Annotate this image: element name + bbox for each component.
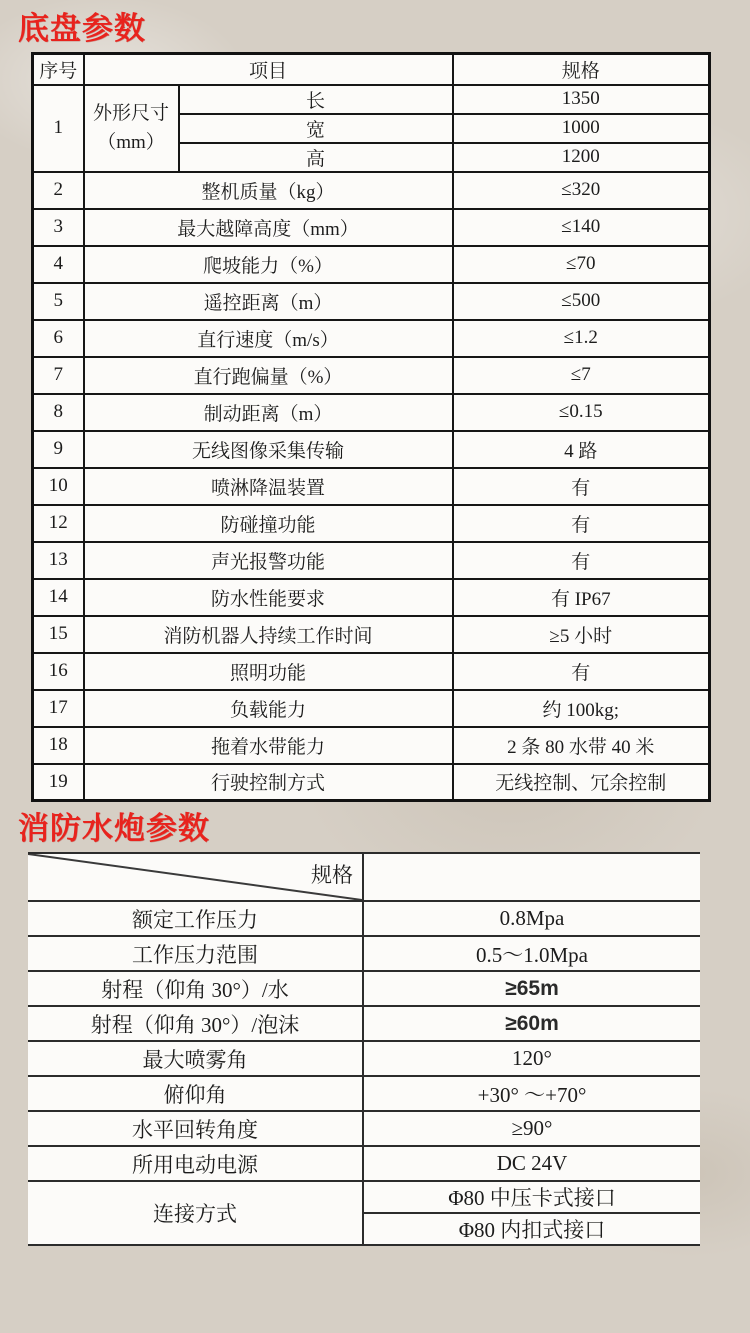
item-cell: 负载能力 bbox=[84, 690, 453, 727]
spec-cell: 有 bbox=[453, 542, 710, 579]
chassis-params-table bbox=[31, 52, 711, 802]
item-cell: 照明功能 bbox=[84, 653, 453, 690]
row-number-cell: 15 bbox=[33, 616, 84, 653]
item-cell: 射程（仰角 30°）/泡沫 bbox=[28, 1006, 363, 1041]
spec-cell: ≤320 bbox=[453, 172, 710, 209]
row-number-cell: 14 bbox=[33, 579, 84, 616]
spec-cell: ≤140 bbox=[453, 209, 710, 246]
item-cell: 制动距离（m） bbox=[84, 394, 453, 431]
row-number-cell: 7 bbox=[33, 357, 84, 394]
item-cell: 直行跑偏量（%） bbox=[84, 357, 453, 394]
table-row bbox=[28, 1146, 700, 1181]
table-row bbox=[28, 936, 700, 971]
row-number-cell: 5 bbox=[33, 283, 84, 320]
item-cell: 直行速度（m/s） bbox=[84, 320, 453, 357]
table-row bbox=[33, 85, 710, 114]
table-row bbox=[33, 579, 710, 616]
spec-cell: 有 IP67 bbox=[453, 579, 710, 616]
diagonal-header-cell bbox=[28, 853, 363, 901]
item-cell: 爬坡能力（%） bbox=[84, 246, 453, 283]
row-number-cell: 10 bbox=[33, 468, 84, 505]
table-row bbox=[33, 653, 710, 690]
item-cell: 喷淋降温装置 bbox=[84, 468, 453, 505]
spec-cell: ≤70 bbox=[453, 246, 710, 283]
table-row bbox=[33, 283, 710, 320]
spec-cell: ≥5 小时 bbox=[453, 616, 710, 653]
row-number-cell: 8 bbox=[33, 394, 84, 431]
table-row bbox=[33, 246, 710, 283]
row-number-cell: 3 bbox=[33, 209, 84, 246]
value-cell: +30° ～+70° bbox=[363, 1076, 700, 1111]
item-cell: 无线图像采集传输 bbox=[84, 431, 453, 468]
item-cell: 俯仰角 bbox=[28, 1076, 363, 1111]
spec-cell: 4 路 bbox=[453, 431, 710, 468]
item-cell: 工作压力范围 bbox=[28, 936, 363, 971]
spec-cell: 2 条 80 水带 40 米 bbox=[453, 727, 710, 764]
table-header-row bbox=[28, 853, 700, 901]
value-cell: ≥65m bbox=[363, 971, 700, 1006]
table-row bbox=[33, 505, 710, 542]
table-row bbox=[28, 1041, 700, 1076]
table-row bbox=[33, 357, 710, 394]
table-row bbox=[28, 1006, 700, 1041]
table-row bbox=[33, 172, 710, 209]
table-row bbox=[28, 1076, 700, 1111]
item-cell: 声光报警功能 bbox=[84, 542, 453, 579]
water-cannon-params-title: 消防水炮参数 bbox=[18, 811, 210, 846]
table-row bbox=[33, 431, 710, 468]
spec-cell: ≤1.2 bbox=[453, 320, 710, 357]
item-cell: 消防机器人持续工作时间 bbox=[84, 616, 453, 653]
header-item-cell: 项目 bbox=[84, 54, 453, 85]
row-number-cell: 1 bbox=[33, 85, 84, 172]
row-number-cell: 17 bbox=[33, 690, 84, 727]
header-empty-cell bbox=[363, 853, 700, 901]
value-cell: ≥90° bbox=[363, 1111, 700, 1146]
item-cell: 连接方式 bbox=[28, 1181, 363, 1245]
item-cell: 整机质量（kg） bbox=[84, 172, 453, 209]
row-number-cell: 9 bbox=[33, 431, 84, 468]
row-number-cell: 4 bbox=[33, 246, 84, 283]
row-number-cell: 18 bbox=[33, 727, 84, 764]
spec-cell: ≤0.15 bbox=[453, 394, 710, 431]
item-cell: 防碰撞功能 bbox=[84, 505, 453, 542]
table-row bbox=[33, 690, 710, 727]
table-row bbox=[33, 542, 710, 579]
table-row bbox=[33, 394, 710, 431]
item-cell: 最大喷雾角 bbox=[28, 1041, 363, 1076]
dimension-label-line2: （mm） bbox=[97, 132, 165, 153]
value-cell: DC 24V bbox=[363, 1146, 700, 1181]
spec-corner-label: 规格 bbox=[311, 863, 353, 888]
value-cell: 0.5～1.0Mpa bbox=[363, 936, 700, 971]
table-row bbox=[28, 1111, 700, 1146]
table-row bbox=[28, 971, 700, 1006]
item-cell: 射程（仰角 30°）/水 bbox=[28, 971, 363, 1006]
row-number-cell: 13 bbox=[33, 542, 84, 579]
spec-cell: 1200 bbox=[453, 143, 710, 172]
header-no-cell: 序号 bbox=[33, 54, 84, 85]
spec-cell: ≤500 bbox=[453, 283, 710, 320]
dimension-label-line1: 外形尺寸 bbox=[92, 102, 169, 124]
item-cell: 高 bbox=[179, 143, 453, 172]
table-row bbox=[33, 727, 710, 764]
table-row bbox=[28, 901, 700, 936]
row-number-cell: 19 bbox=[33, 764, 84, 801]
spec-cell: 1350 bbox=[453, 85, 710, 114]
chassis-params-title: 底盘参数 bbox=[18, 11, 146, 46]
item-cell: 最大越障高度（mm） bbox=[84, 209, 453, 246]
item-cell: 所用电动电源 bbox=[28, 1146, 363, 1181]
table-row bbox=[33, 616, 710, 653]
spec-cell: 无线控制、冗余控制 bbox=[453, 764, 710, 801]
value-cell: 120° bbox=[363, 1041, 700, 1076]
spec-cell: 有 bbox=[453, 505, 710, 542]
table-row bbox=[33, 468, 710, 505]
item-cell: 宽 bbox=[179, 114, 453, 143]
spec-cell: 有 bbox=[453, 468, 710, 505]
value-cell: ≥60m bbox=[363, 1006, 700, 1041]
value-cell: Φ80 中压卡式接口 bbox=[363, 1181, 700, 1213]
row-number-cell: 2 bbox=[33, 172, 84, 209]
row-number-cell: 6 bbox=[33, 320, 84, 357]
item-cell: 行驶控制方式 bbox=[84, 764, 453, 801]
spec-cell: 有 bbox=[453, 653, 710, 690]
table-row bbox=[33, 209, 710, 246]
item-cell: 额定工作压力 bbox=[28, 901, 363, 936]
item-cell: 水平回转角度 bbox=[28, 1111, 363, 1146]
table-row bbox=[28, 1181, 700, 1213]
row-number-cell: 16 bbox=[33, 653, 84, 690]
water-cannon-params-table bbox=[28, 852, 700, 1246]
item-cell: 防水性能要求 bbox=[84, 579, 453, 616]
value-cell: Φ80 内扣式接口 bbox=[363, 1213, 700, 1245]
item-cell: 遥控距离（m） bbox=[84, 283, 453, 320]
value-cell: 0.8Mpa bbox=[363, 901, 700, 936]
item-cell: 拖着水带能力 bbox=[84, 727, 453, 764]
table-row bbox=[33, 764, 710, 801]
item-cell: 长 bbox=[179, 85, 453, 114]
table-row bbox=[33, 320, 710, 357]
spec-cell: ≤7 bbox=[453, 357, 710, 394]
dimension-group-cell bbox=[84, 85, 179, 172]
table-header-row bbox=[33, 54, 710, 85]
spec-cell: 1000 bbox=[453, 114, 710, 143]
row-number-cell: 12 bbox=[33, 505, 84, 542]
spec-cell: 约 100kg; bbox=[453, 690, 710, 727]
header-spec-cell: 规格 bbox=[453, 54, 710, 85]
